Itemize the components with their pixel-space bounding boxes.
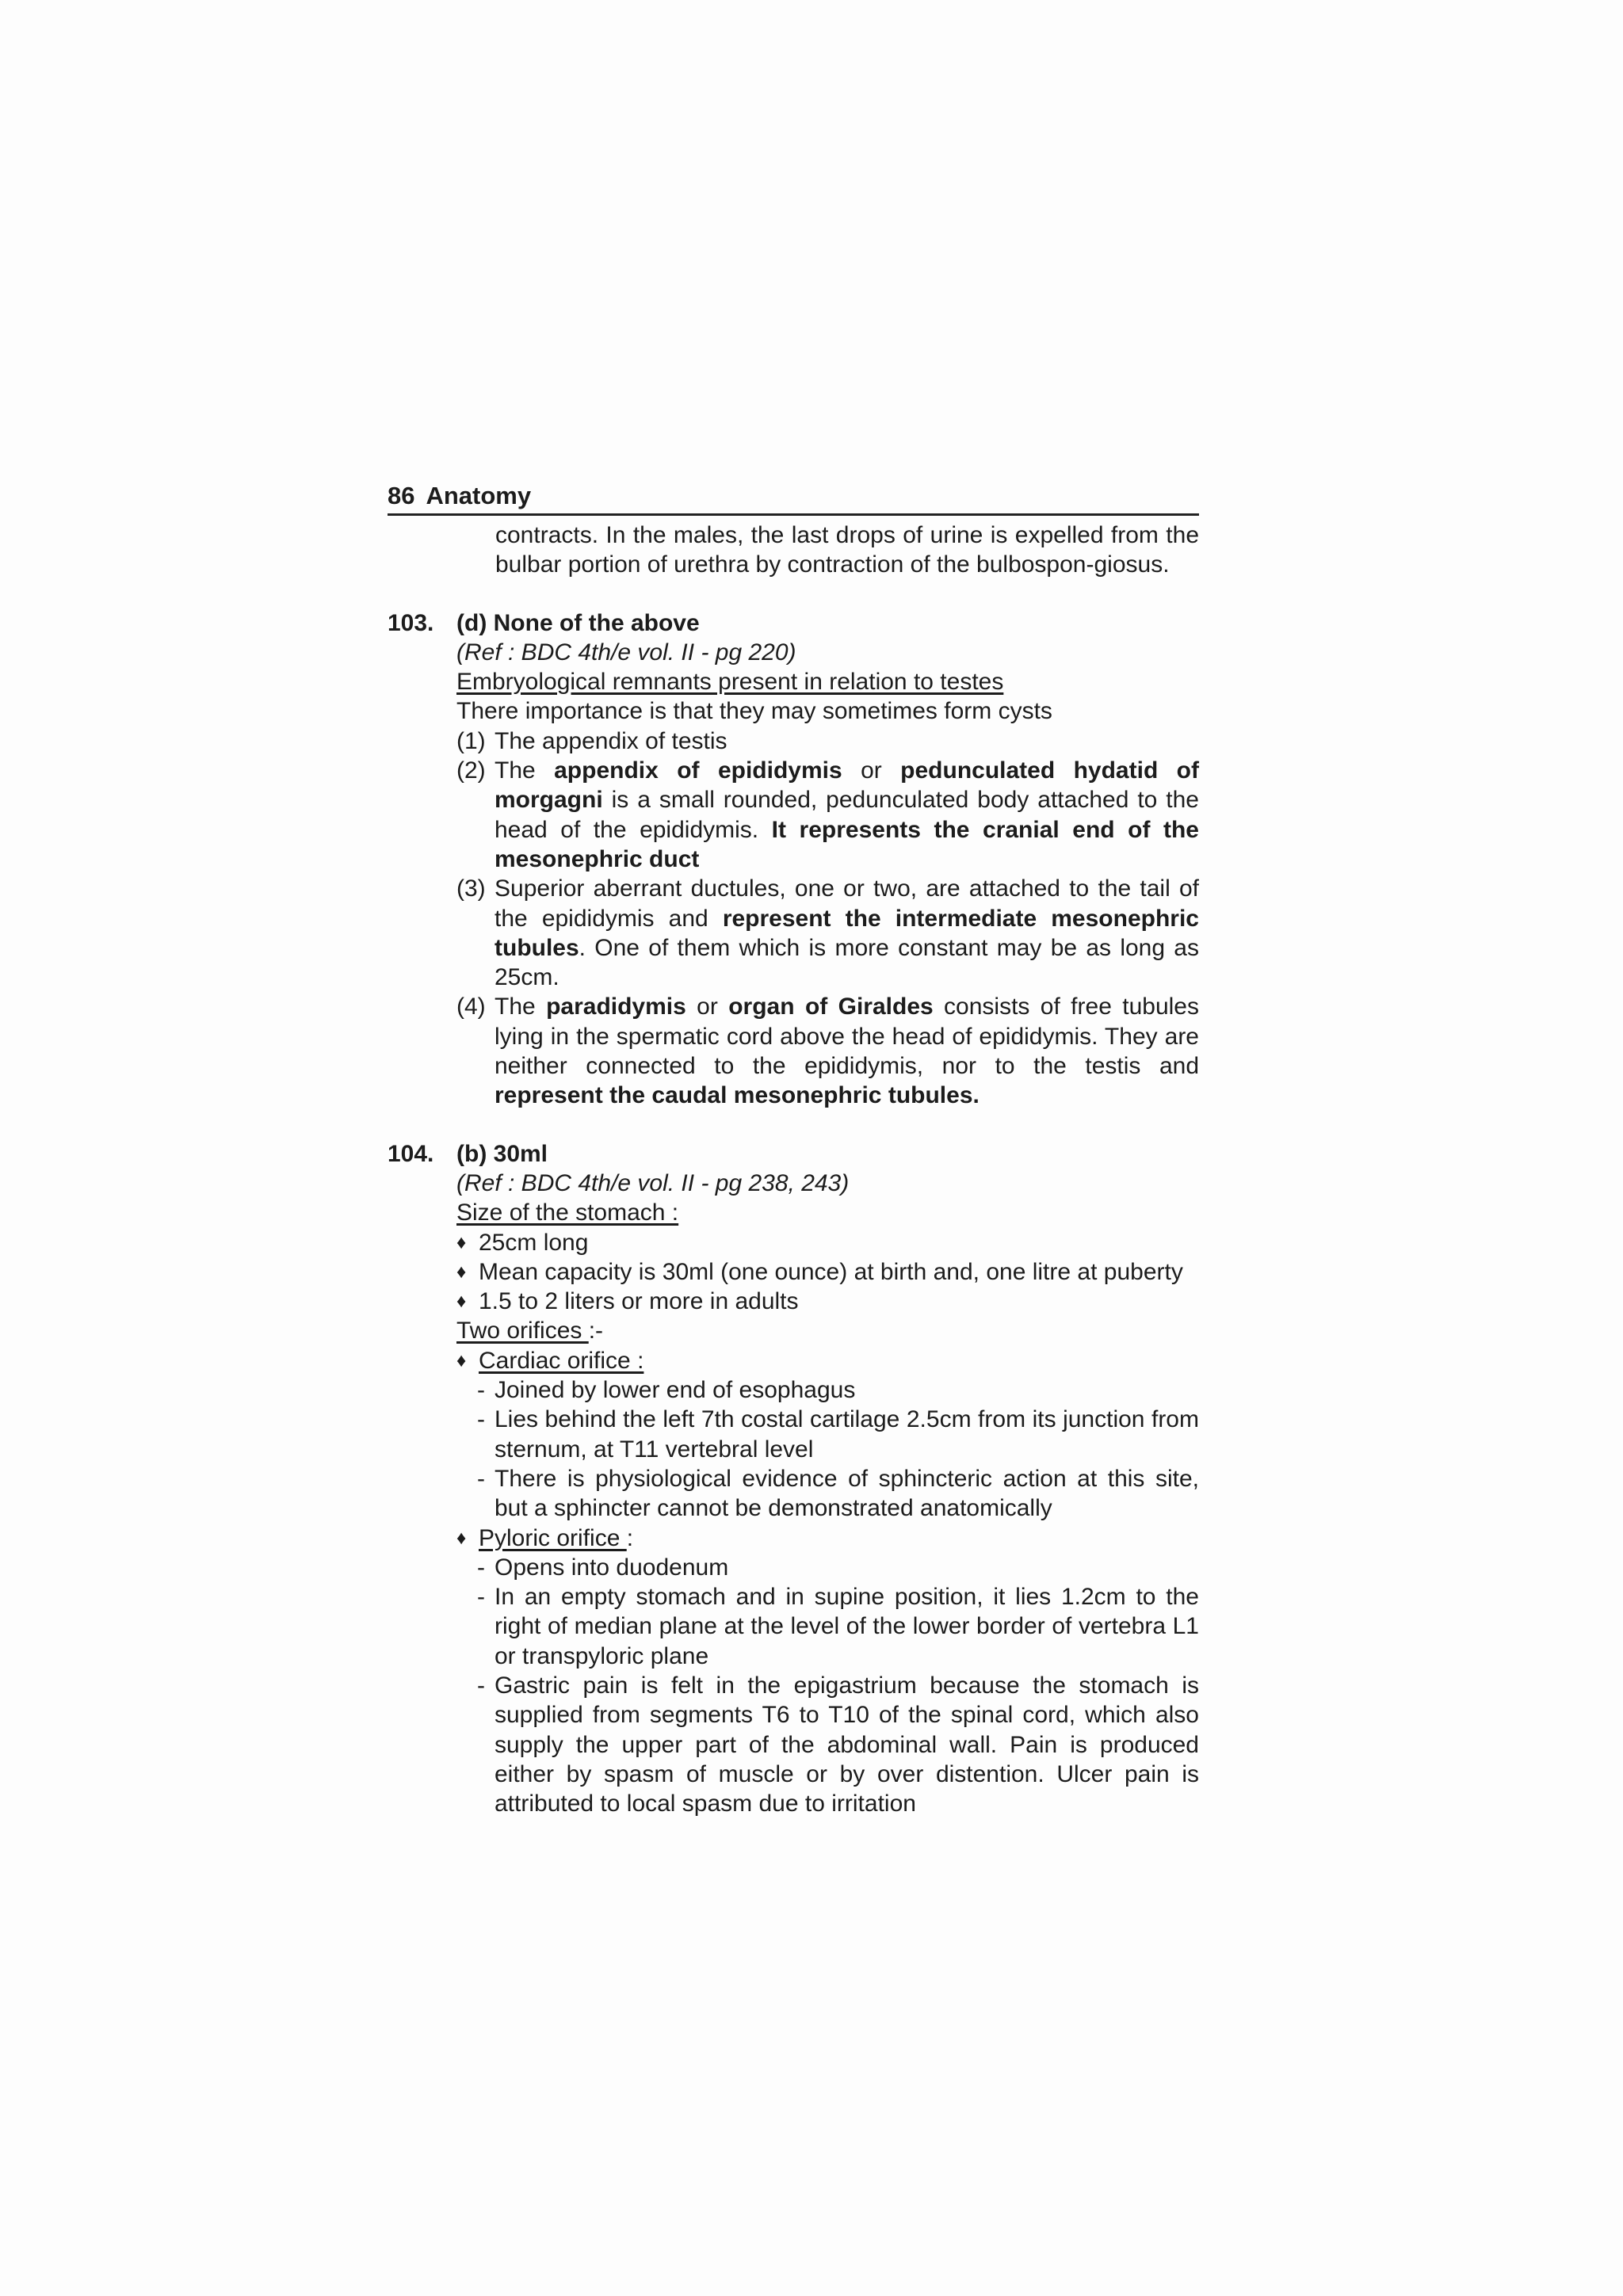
list-item: (3) Superior aberrant ductules, one or two, are attached to the tail of the epididymis and represent the intermediate mesonephric tubules. One of them which is more constant may be as long as 25cm. bbox=[456, 875, 1199, 991]
bullet-item: ♦ 25cm long bbox=[456, 1228, 1199, 1257]
diamond-bullet-icon: ♦ bbox=[456, 1231, 467, 1253]
diamond-bullet-icon: ♦ bbox=[456, 1291, 467, 1313]
dash-marker: - bbox=[477, 1554, 485, 1581]
diamond-bullet-icon: ♦ bbox=[456, 1349, 467, 1371]
dash-marker: - bbox=[477, 1672, 485, 1699]
item-marker: (4) bbox=[456, 994, 486, 1020]
question-103 bbox=[388, 608, 1199, 1111]
dash-item: - Opens into duodenum bbox=[456, 1553, 1199, 1582]
dash-marker: - bbox=[477, 1377, 485, 1404]
continuation-paragraph: contracts. In the males, the last drops of urine is expelled from the bulbar portion of urethra by contraction of the bulbospon-giosus. bbox=[495, 522, 1199, 578]
diamond-bullet-icon: ♦ bbox=[456, 1527, 467, 1549]
orifices-heading-line: Two orifices :- bbox=[456, 1318, 604, 1344]
dash-item: - There is physiological evidence of sphincteric action at this site, but a sphincter cannot be demonstrated anatomically bbox=[477, 1465, 1199, 1522]
dash-marker: - bbox=[477, 1465, 485, 1492]
reference: (Ref : BDC 4th/e vol. II - pg 220) bbox=[456, 639, 796, 666]
size-heading: Size of the stomach : bbox=[456, 1199, 679, 1226]
diamond-bullet-icon: ♦ bbox=[456, 1261, 467, 1283]
page-number: 86 bbox=[388, 482, 415, 509]
item-marker: (3) bbox=[456, 875, 486, 902]
running-header bbox=[388, 480, 1199, 516]
reference: (Ref : BDC 4th/e vol. II - pg 238, 243) bbox=[456, 1169, 850, 1196]
dash-marker: - bbox=[477, 1406, 485, 1433]
answer-line: (b) 30ml bbox=[456, 1140, 548, 1167]
intro-text: There importance is that they may sometimes form cysts bbox=[456, 698, 1052, 725]
pyloric-heading: ♦ Pyloric orifice : bbox=[456, 1524, 1199, 1553]
dash-item: - Lies behind the left 7th costal cartilage 2.5cm from its junction from sternum, at T11 vertebral level bbox=[477, 1406, 1199, 1463]
bullet-item: ♦ Mean capacity is 30ml (one ounce) at birth and, one litre at puberty bbox=[456, 1257, 1199, 1287]
question-number: 104. bbox=[388, 1140, 434, 1167]
question-104 bbox=[388, 1139, 1199, 1819]
answer-line: (d) None of the above bbox=[456, 609, 700, 636]
section-title: Anatomy bbox=[426, 482, 532, 509]
cardiac-heading: ♦ Cardiac orifice : bbox=[456, 1346, 1199, 1375]
item-marker: (1) bbox=[456, 727, 486, 754]
book-page bbox=[388, 480, 1199, 1818]
item-marker: (2) bbox=[456, 757, 486, 784]
list-item: (2) The appendix of epididymis or pedunculated hydatid of morgagni is a small rounded, pedunculated body attached to the head of the epididymis. It represents the cranial end of the mesonephric duct bbox=[456, 757, 1199, 872]
dash-marker: - bbox=[477, 1584, 485, 1611]
dash-item: - Gastric pain is felt in the epigastrium because the stomach is supplied from segments T6 to T10 of the spinal cord, which also supply the upper part of the abdominal wall. Pain is produced either by spasm of muscle or by over distention. Ulcer pain is attributed to local spasm due to irritation bbox=[477, 1672, 1199, 1817]
bullet-item: ♦ 1.5 to 2 liters or more in adults bbox=[456, 1287, 1199, 1316]
section-heading: Embryological remnants present in relation to testes bbox=[456, 669, 1004, 696]
list-item: (4) The paradidymis or organ of Giraldes consists of free tubules lying in the spermatic cord above the head of epididymis. They are neither connected to the epididymis, nor to the testis and represent the caudal mesonephric tubules. bbox=[456, 994, 1199, 1109]
dash-item: - Joined by lower end of esophagus bbox=[456, 1375, 1199, 1405]
question-number: 103. bbox=[388, 609, 434, 636]
list-item: (1) The appendix of testis bbox=[456, 727, 1199, 756]
dash-item: - In an empty stomach and in supine position, it lies 1.2cm to the right of median plane at the level of the lower border of vertebra L1 or transpyloric plane bbox=[477, 1584, 1199, 1669]
